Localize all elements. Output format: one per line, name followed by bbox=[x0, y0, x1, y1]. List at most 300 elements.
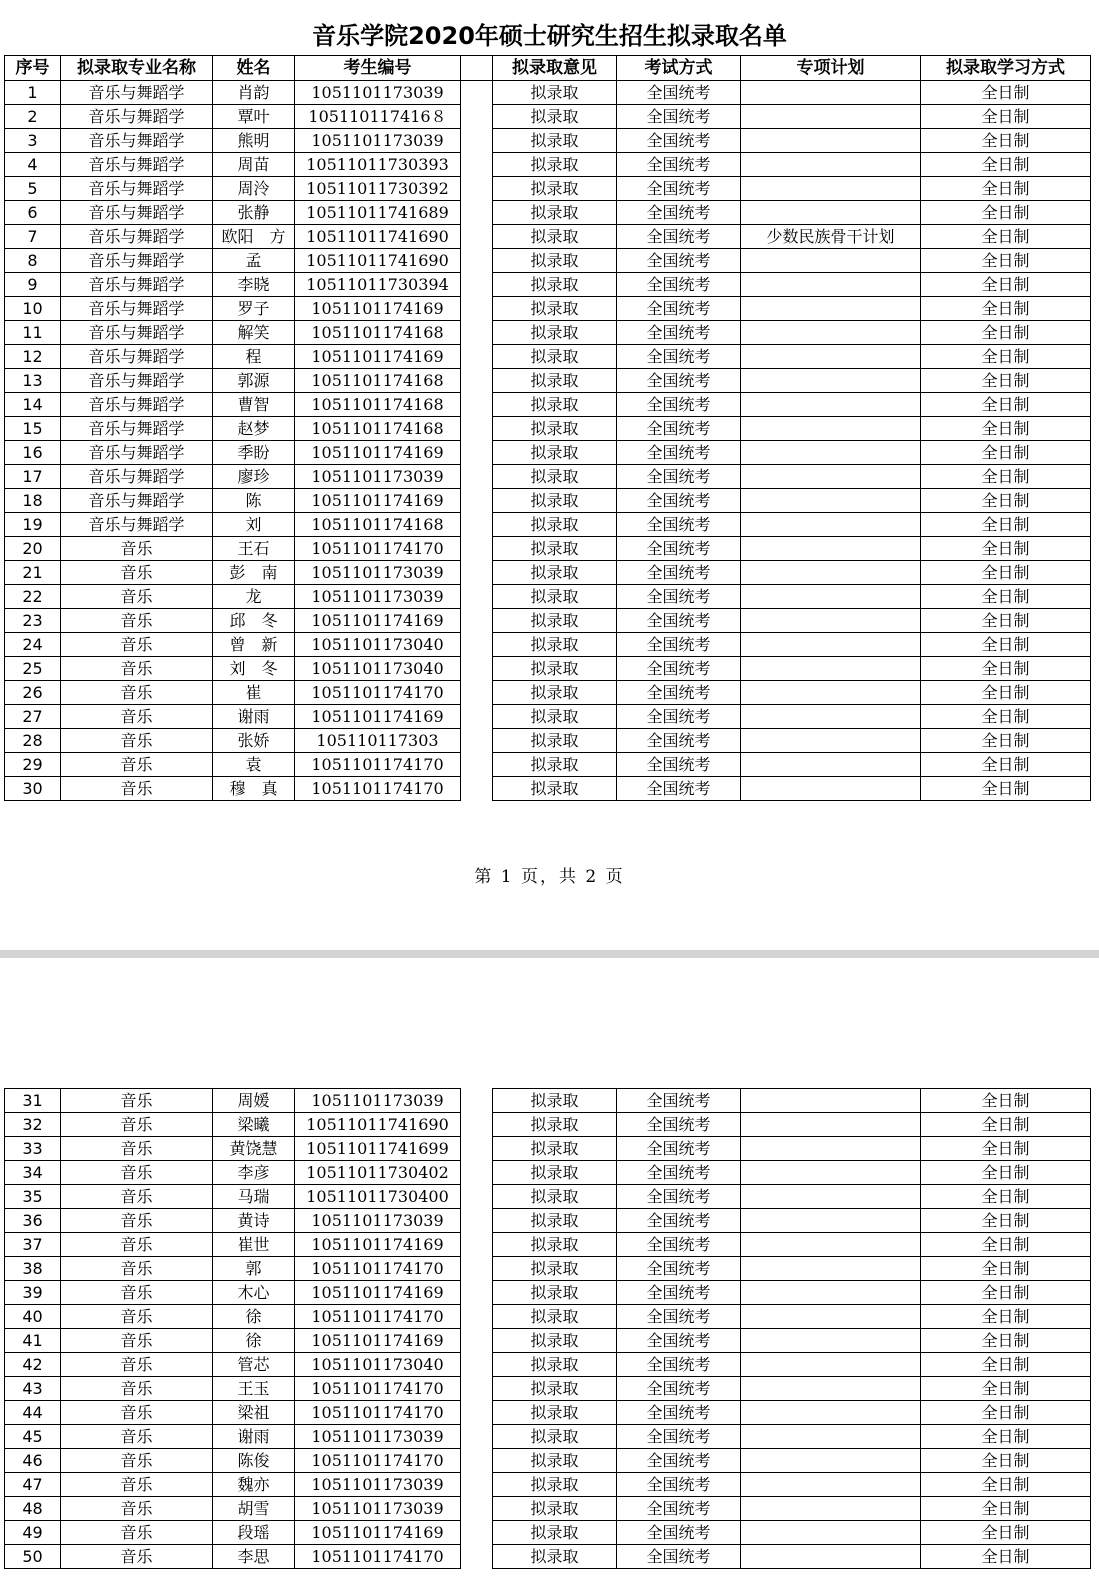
cell-exam: 全国统考 bbox=[617, 441, 741, 465]
cell-name: 黄饶慧 bbox=[213, 1137, 295, 1161]
cell-no: 27 bbox=[5, 705, 61, 729]
cell-exam: 全国统考 bbox=[617, 1497, 741, 1521]
cell-blank bbox=[461, 1161, 493, 1185]
cell-mode: 全日制 bbox=[921, 561, 1091, 585]
table-row bbox=[5, 1473, 1091, 1497]
cell-blank bbox=[461, 249, 493, 273]
cell-name: 李晓 bbox=[213, 273, 295, 297]
cell-candidate-id: 1051101174169 bbox=[295, 1329, 461, 1353]
cell-mode: 全日制 bbox=[921, 1545, 1091, 1569]
cell-opinion: 拟录取 bbox=[493, 1113, 617, 1137]
cell-exam: 全国统考 bbox=[617, 585, 741, 609]
table-row bbox=[5, 753, 1091, 777]
cell-candidate-id: 1051101174169 bbox=[295, 345, 461, 369]
cell-opinion: 拟录取 bbox=[493, 1281, 617, 1305]
cell-plan bbox=[741, 393, 921, 417]
header-opinion: 拟录取意见 bbox=[493, 56, 617, 81]
cell-major: 音乐 bbox=[61, 1089, 213, 1113]
cell-no: 50 bbox=[5, 1545, 61, 1569]
cell-name: 彭 南 bbox=[213, 561, 295, 585]
cell-blank bbox=[461, 321, 493, 345]
table-row bbox=[5, 657, 1091, 681]
cell-blank bbox=[461, 1113, 493, 1137]
cell-no: 41 bbox=[5, 1329, 61, 1353]
cell-exam: 全国统考 bbox=[617, 681, 741, 705]
cell-exam: 全国统考 bbox=[617, 1353, 741, 1377]
cell-major: 音乐与舞蹈学 bbox=[61, 81, 213, 105]
cell-candidate-id: 1051101174169 bbox=[295, 297, 461, 321]
cell-plan bbox=[741, 1449, 921, 1473]
cell-major: 音乐 bbox=[61, 681, 213, 705]
header-mode: 拟录取学习方式 bbox=[921, 56, 1091, 81]
table-row bbox=[5, 297, 1091, 321]
cell-mode: 全日制 bbox=[921, 369, 1091, 393]
cell-no: 16 bbox=[5, 441, 61, 465]
cell-no: 17 bbox=[5, 465, 61, 489]
cell-no: 49 bbox=[5, 1521, 61, 1545]
cell-exam: 全国统考 bbox=[617, 201, 741, 225]
cell-opinion: 拟录取 bbox=[493, 657, 617, 681]
cell-name: 崔 bbox=[213, 681, 295, 705]
table-body-page-2 bbox=[5, 1089, 1091, 1569]
cell-opinion: 拟录取 bbox=[493, 1329, 617, 1353]
cell-exam: 全国统考 bbox=[617, 1161, 741, 1185]
cell-no: 48 bbox=[5, 1497, 61, 1521]
cell-plan bbox=[741, 489, 921, 513]
table-row bbox=[5, 585, 1091, 609]
cell-major: 音乐与舞蹈学 bbox=[61, 393, 213, 417]
table-row bbox=[5, 1425, 1091, 1449]
cell-major: 音乐 bbox=[61, 1137, 213, 1161]
cell-opinion: 拟录取 bbox=[493, 1497, 617, 1521]
cell-exam: 全国统考 bbox=[617, 417, 741, 441]
cell-candidate-id: 10511011741690 bbox=[295, 225, 461, 249]
cell-opinion: 拟录取 bbox=[493, 1233, 617, 1257]
cell-blank bbox=[461, 585, 493, 609]
cell-no: 7 bbox=[5, 225, 61, 249]
cell-plan bbox=[741, 249, 921, 273]
cell-candidate-id: 1051101173039 bbox=[295, 561, 461, 585]
cell-blank bbox=[461, 441, 493, 465]
cell-blank bbox=[461, 1401, 493, 1425]
cell-no: 45 bbox=[5, 1425, 61, 1449]
cell-candidate-id: 1051101173039 bbox=[295, 81, 461, 105]
cell-exam: 全国统考 bbox=[617, 393, 741, 417]
cell-name: 解笑 bbox=[213, 321, 295, 345]
table-row bbox=[5, 1449, 1091, 1473]
cell-plan bbox=[741, 1425, 921, 1449]
cell-major: 音乐 bbox=[61, 1473, 213, 1497]
cell-blank bbox=[461, 1521, 493, 1545]
cell-major: 音乐 bbox=[61, 777, 213, 801]
cell-candidate-id: 10511011730394 bbox=[295, 273, 461, 297]
cell-exam: 全国统考 bbox=[617, 561, 741, 585]
cell-opinion: 拟录取 bbox=[493, 1209, 617, 1233]
cell-exam: 全国统考 bbox=[617, 225, 741, 249]
header-candidate-id: 考生编号 bbox=[295, 56, 461, 81]
cell-no: 18 bbox=[5, 489, 61, 513]
cell-plan bbox=[741, 513, 921, 537]
cell-candidate-id: 105110117416８ bbox=[295, 105, 461, 129]
cell-plan bbox=[741, 273, 921, 297]
cell-plan bbox=[741, 1497, 921, 1521]
cell-no: 1 bbox=[5, 81, 61, 105]
cell-blank bbox=[461, 1353, 493, 1377]
cell-major: 音乐与舞蹈学 bbox=[61, 177, 213, 201]
cell-name: 徐 bbox=[213, 1329, 295, 1353]
cell-plan bbox=[741, 153, 921, 177]
cell-exam: 全国统考 bbox=[617, 249, 741, 273]
cell-exam: 全国统考 bbox=[617, 465, 741, 489]
cell-name: 段瑶 bbox=[213, 1521, 295, 1545]
cell-name: 袁 bbox=[213, 753, 295, 777]
cell-plan bbox=[741, 129, 921, 153]
cell-opinion: 拟录取 bbox=[493, 297, 617, 321]
cell-candidate-id: 10511011741690 bbox=[295, 249, 461, 273]
cell-exam: 全国统考 bbox=[617, 369, 741, 393]
cell-no: 23 bbox=[5, 609, 61, 633]
cell-blank bbox=[461, 1473, 493, 1497]
cell-name: 孟 bbox=[213, 249, 295, 273]
cell-plan bbox=[741, 201, 921, 225]
cell-major: 音乐 bbox=[61, 1305, 213, 1329]
cell-plan bbox=[741, 753, 921, 777]
cell-mode: 全日制 bbox=[921, 657, 1091, 681]
cell-no: 6 bbox=[5, 201, 61, 225]
cell-no: 22 bbox=[5, 585, 61, 609]
cell-no: 46 bbox=[5, 1449, 61, 1473]
cell-opinion: 拟录取 bbox=[493, 1305, 617, 1329]
cell-opinion: 拟录取 bbox=[493, 585, 617, 609]
page-divider bbox=[0, 950, 1099, 958]
cell-opinion: 拟录取 bbox=[493, 1353, 617, 1377]
table-row bbox=[5, 1185, 1091, 1209]
cell-candidate-id: 1051101174169 bbox=[295, 1233, 461, 1257]
cell-candidate-id: 1051101173040 bbox=[295, 633, 461, 657]
cell-name: 程 bbox=[213, 345, 295, 369]
table-row bbox=[5, 201, 1091, 225]
cell-no: 2 bbox=[5, 105, 61, 129]
cell-plan bbox=[741, 441, 921, 465]
cell-exam: 全国统考 bbox=[617, 1449, 741, 1473]
cell-blank bbox=[461, 417, 493, 441]
cell-name: 张静 bbox=[213, 201, 295, 225]
cell-major: 音乐 bbox=[61, 1353, 213, 1377]
cell-name: 马瑞 bbox=[213, 1185, 295, 1209]
table-row bbox=[5, 681, 1091, 705]
cell-exam: 全国统考 bbox=[617, 753, 741, 777]
cell-opinion: 拟录取 bbox=[493, 1521, 617, 1545]
cell-candidate-id: 1051101173039 bbox=[295, 1425, 461, 1449]
header-no: 序号 bbox=[5, 56, 61, 81]
cell-plan bbox=[741, 729, 921, 753]
cell-blank bbox=[461, 513, 493, 537]
cell-mode: 全日制 bbox=[921, 753, 1091, 777]
table-row bbox=[5, 345, 1091, 369]
cell-candidate-id: 1051101174170 bbox=[295, 777, 461, 801]
cell-candidate-id: 1051101173039 bbox=[295, 129, 461, 153]
cell-no: 8 bbox=[5, 249, 61, 273]
cell-name: 周泠 bbox=[213, 177, 295, 201]
cell-exam: 全国统考 bbox=[617, 633, 741, 657]
cell-major: 音乐与舞蹈学 bbox=[61, 465, 213, 489]
cell-exam: 全国统考 bbox=[617, 177, 741, 201]
cell-opinion: 拟录取 bbox=[493, 1137, 617, 1161]
cell-exam: 全国统考 bbox=[617, 1425, 741, 1449]
cell-plan bbox=[741, 1257, 921, 1281]
table-row bbox=[5, 489, 1091, 513]
cell-exam: 全国统考 bbox=[617, 705, 741, 729]
cell-blank bbox=[461, 1497, 493, 1521]
cell-exam: 全国统考 bbox=[617, 1545, 741, 1569]
table-row bbox=[5, 633, 1091, 657]
cell-mode: 全日制 bbox=[921, 1353, 1091, 1377]
cell-no: 35 bbox=[5, 1185, 61, 1209]
header-exam: 考试方式 bbox=[617, 56, 741, 81]
cell-no: 30 bbox=[5, 777, 61, 801]
cell-name: 陈 bbox=[213, 489, 295, 513]
cell-name: 梁曦 bbox=[213, 1113, 295, 1137]
cell-mode: 全日制 bbox=[921, 513, 1091, 537]
cell-major: 音乐 bbox=[61, 1497, 213, 1521]
cell-name: 张娇 bbox=[213, 729, 295, 753]
cell-no: 40 bbox=[5, 1305, 61, 1329]
cell-name: 刘 冬 bbox=[213, 657, 295, 681]
table-row bbox=[5, 777, 1091, 801]
cell-candidate-id: 1051101174169 bbox=[295, 489, 461, 513]
cell-opinion: 拟录取 bbox=[493, 561, 617, 585]
cell-name: 徐 bbox=[213, 1305, 295, 1329]
cell-plan bbox=[741, 681, 921, 705]
cell-mode: 全日制 bbox=[921, 1377, 1091, 1401]
cell-major: 音乐与舞蹈学 bbox=[61, 321, 213, 345]
cell-plan bbox=[741, 1089, 921, 1113]
cell-name: 胡雪 bbox=[213, 1497, 295, 1521]
document-page-2 bbox=[0, 958, 1099, 1591]
cell-no: 5 bbox=[5, 177, 61, 201]
cell-candidate-id: 1051101174168 bbox=[295, 393, 461, 417]
table-row bbox=[5, 321, 1091, 345]
cell-plan bbox=[741, 1329, 921, 1353]
cell-no: 15 bbox=[5, 417, 61, 441]
cell-mode: 全日制 bbox=[921, 81, 1091, 105]
cell-candidate-id: 1051101173040 bbox=[295, 657, 461, 681]
cell-mode: 全日制 bbox=[921, 1257, 1091, 1281]
cell-major: 音乐 bbox=[61, 1185, 213, 1209]
table-row bbox=[5, 81, 1091, 105]
cell-mode: 全日制 bbox=[921, 1113, 1091, 1137]
table-row bbox=[5, 417, 1091, 441]
admission-table-page-2 bbox=[4, 1088, 1091, 1569]
cell-blank bbox=[461, 1305, 493, 1329]
cell-blank bbox=[461, 153, 493, 177]
cell-exam: 全国统考 bbox=[617, 153, 741, 177]
cell-opinion: 拟录取 bbox=[493, 1257, 617, 1281]
cell-opinion: 拟录取 bbox=[493, 225, 617, 249]
cell-major: 音乐 bbox=[61, 1329, 213, 1353]
cell-name: 覃叶 bbox=[213, 105, 295, 129]
cell-blank bbox=[461, 1209, 493, 1233]
cell-plan bbox=[741, 777, 921, 801]
cell-blank bbox=[461, 1185, 493, 1209]
cell-blank bbox=[461, 705, 493, 729]
cell-blank bbox=[461, 1377, 493, 1401]
cell-candidate-id: 1051101173039 bbox=[295, 465, 461, 489]
cell-name: 周苗 bbox=[213, 153, 295, 177]
cell-exam: 全国统考 bbox=[617, 1137, 741, 1161]
cell-major: 音乐与舞蹈学 bbox=[61, 201, 213, 225]
cell-no: 31 bbox=[5, 1089, 61, 1113]
cell-name: 郭源 bbox=[213, 369, 295, 393]
cell-blank bbox=[461, 393, 493, 417]
cell-mode: 全日制 bbox=[921, 153, 1091, 177]
cell-blank bbox=[461, 201, 493, 225]
table-row bbox=[5, 249, 1091, 273]
cell-blank bbox=[461, 273, 493, 297]
cell-major: 音乐 bbox=[61, 633, 213, 657]
cell-major: 音乐与舞蹈学 bbox=[61, 441, 213, 465]
cell-name: 欧阳 方 bbox=[213, 225, 295, 249]
cell-major: 音乐 bbox=[61, 609, 213, 633]
cell-plan bbox=[741, 585, 921, 609]
cell-no: 26 bbox=[5, 681, 61, 705]
cell-opinion: 拟录取 bbox=[493, 1473, 617, 1497]
cell-blank bbox=[461, 465, 493, 489]
table-row bbox=[5, 1305, 1091, 1329]
cell-candidate-id: 1051101174170 bbox=[295, 1401, 461, 1425]
cell-opinion: 拟录取 bbox=[493, 321, 617, 345]
cell-plan bbox=[741, 657, 921, 681]
cell-mode: 全日制 bbox=[921, 1329, 1091, 1353]
cell-mode: 全日制 bbox=[921, 1233, 1091, 1257]
cell-blank bbox=[461, 1449, 493, 1473]
cell-exam: 全国统考 bbox=[617, 129, 741, 153]
cell-exam: 全国统考 bbox=[617, 1329, 741, 1353]
table-row bbox=[5, 513, 1091, 537]
table-row bbox=[5, 1521, 1091, 1545]
cell-mode: 全日制 bbox=[921, 345, 1091, 369]
cell-mode: 全日制 bbox=[921, 633, 1091, 657]
cell-blank bbox=[461, 657, 493, 681]
cell-candidate-id: 10511011730393 bbox=[295, 153, 461, 177]
cell-blank bbox=[461, 729, 493, 753]
cell-exam: 全国统考 bbox=[617, 1089, 741, 1113]
cell-opinion: 拟录取 bbox=[493, 489, 617, 513]
cell-major: 音乐与舞蹈学 bbox=[61, 129, 213, 153]
cell-opinion: 拟录取 bbox=[493, 153, 617, 177]
table-row bbox=[5, 1089, 1091, 1113]
cell-no: 39 bbox=[5, 1281, 61, 1305]
cell-blank bbox=[461, 1425, 493, 1449]
cell-blank bbox=[461, 81, 493, 105]
cell-major: 音乐 bbox=[61, 657, 213, 681]
cell-mode: 全日制 bbox=[921, 585, 1091, 609]
cell-no: 38 bbox=[5, 1257, 61, 1281]
cell-name: 熊明 bbox=[213, 129, 295, 153]
cell-opinion: 拟录取 bbox=[493, 393, 617, 417]
cell-plan bbox=[741, 1281, 921, 1305]
cell-mode: 全日制 bbox=[921, 609, 1091, 633]
cell-exam: 全国统考 bbox=[617, 1185, 741, 1209]
cell-opinion: 拟录取 bbox=[493, 105, 617, 129]
cell-mode: 全日制 bbox=[921, 297, 1091, 321]
table-row bbox=[5, 1161, 1091, 1185]
cell-opinion: 拟录取 bbox=[493, 1377, 617, 1401]
cell-candidate-id: 1051101173039 bbox=[295, 1473, 461, 1497]
cell-mode: 全日制 bbox=[921, 201, 1091, 225]
cell-exam: 全国统考 bbox=[617, 537, 741, 561]
cell-candidate-id: 1051101174169 bbox=[295, 609, 461, 633]
table-row bbox=[5, 1113, 1091, 1137]
cell-name: 邱 冬 bbox=[213, 609, 295, 633]
cell-major: 音乐 bbox=[61, 705, 213, 729]
cell-plan bbox=[741, 81, 921, 105]
cell-opinion: 拟录取 bbox=[493, 369, 617, 393]
cell-exam: 全国统考 bbox=[617, 273, 741, 297]
cell-name: 罗子 bbox=[213, 297, 295, 321]
cell-candidate-id: 1051101174168 bbox=[295, 369, 461, 393]
cell-name: 曾 新 bbox=[213, 633, 295, 657]
cell-mode: 全日制 bbox=[921, 1185, 1091, 1209]
table-row bbox=[5, 273, 1091, 297]
cell-candidate-id: 1051101173039 bbox=[295, 585, 461, 609]
table-row bbox=[5, 609, 1091, 633]
cell-name: 刘 bbox=[213, 513, 295, 537]
cell-mode: 全日制 bbox=[921, 1305, 1091, 1329]
cell-opinion: 拟录取 bbox=[493, 1425, 617, 1449]
cell-mode: 全日制 bbox=[921, 1161, 1091, 1185]
cell-blank bbox=[461, 753, 493, 777]
cell-candidate-id: 1051101174170 bbox=[295, 681, 461, 705]
table-row bbox=[5, 1233, 1091, 1257]
table-row bbox=[5, 1497, 1091, 1521]
cell-exam: 全国统考 bbox=[617, 513, 741, 537]
cell-no: 4 bbox=[5, 153, 61, 177]
table-row bbox=[5, 1401, 1091, 1425]
cell-no: 37 bbox=[5, 1233, 61, 1257]
cell-exam: 全国统考 bbox=[617, 657, 741, 681]
cell-blank bbox=[461, 105, 493, 129]
cell-mode: 全日制 bbox=[921, 225, 1091, 249]
cell-opinion: 拟录取 bbox=[493, 753, 617, 777]
table-row bbox=[5, 465, 1091, 489]
cell-candidate-id: 1051101173039 bbox=[295, 1209, 461, 1233]
cell-opinion: 拟录取 bbox=[493, 633, 617, 657]
cell-major: 音乐 bbox=[61, 729, 213, 753]
header-major: 拟录取专业名称 bbox=[61, 56, 213, 81]
admission-table-page-1 bbox=[4, 55, 1091, 801]
cell-major: 音乐 bbox=[61, 1209, 213, 1233]
cell-candidate-id: 10511011730400 bbox=[295, 1185, 461, 1209]
table-row bbox=[5, 561, 1091, 585]
cell-candidate-id: 1051101174170 bbox=[295, 1545, 461, 1569]
cell-mode: 全日制 bbox=[921, 489, 1091, 513]
cell-plan bbox=[741, 345, 921, 369]
document-title: 音乐学院2020年硕士研究生招生拟录取名单 bbox=[312, 22, 787, 50]
cell-candidate-id: 1051101174169 bbox=[295, 705, 461, 729]
cell-opinion: 拟录取 bbox=[493, 177, 617, 201]
cell-major: 音乐与舞蹈学 bbox=[61, 345, 213, 369]
cell-opinion: 拟录取 bbox=[493, 729, 617, 753]
cell-no: 43 bbox=[5, 1377, 61, 1401]
header-name: 姓名 bbox=[213, 56, 295, 81]
cell-opinion: 拟录取 bbox=[493, 1449, 617, 1473]
cell-mode: 全日制 bbox=[921, 729, 1091, 753]
cell-opinion: 拟录取 bbox=[493, 441, 617, 465]
cell-no: 3 bbox=[5, 129, 61, 153]
cell-plan bbox=[741, 561, 921, 585]
cell-plan bbox=[741, 465, 921, 489]
